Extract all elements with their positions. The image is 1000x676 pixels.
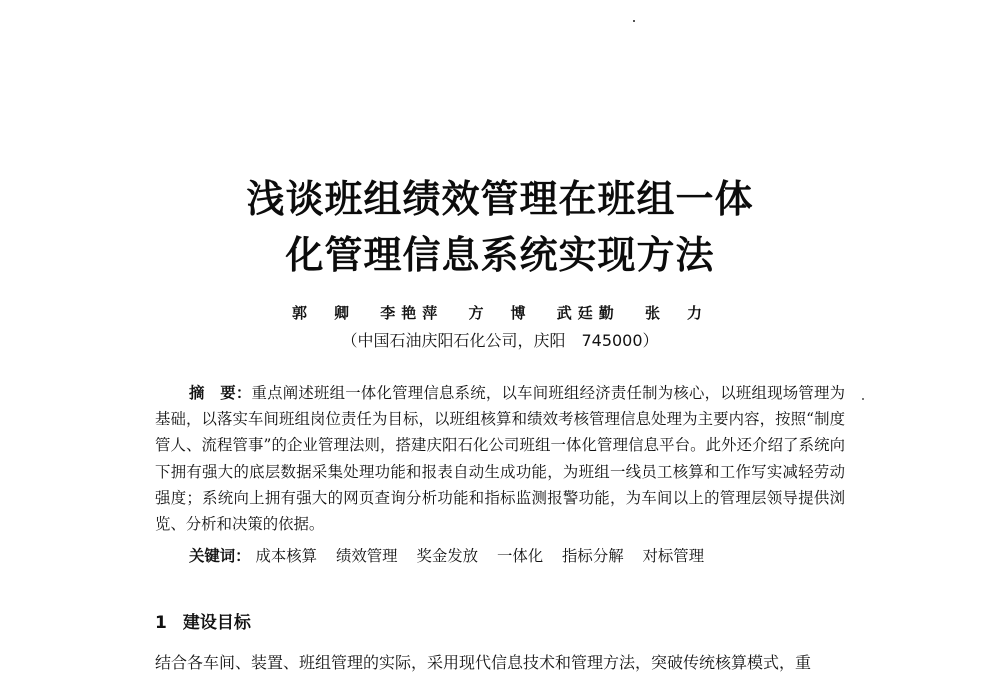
keyword: 对标管理 xyxy=(642,547,705,565)
author-name: 李艳萍 xyxy=(380,304,444,322)
keyword: 奖金发放 xyxy=(416,547,479,565)
abstract xyxy=(155,380,845,537)
abstract-text: 重点阐述班组一体化管理信息系统，以车间班组经济责任制为核心，以班组现场管理为基础，以落实车间班组岗位责任为目标，以班组核算和绩效考核管理信息处理为主要内容，按照“制度管人、流程管事”的企业管理法则，搭建庆阳石化公司班组一体化管理信息平台。此外还介绍了系统向下拥有强大的底层数据采集处理功能和报表自动生成功能，为班组一线员工核算和工作写实减轻劳动强度；系统向上拥有强大的网页查询分析功能和指标监测报警功能，为车间以上的管理层领导提供浏览、分析和决策的依据。 xyxy=(155,384,845,534)
affiliation: （中国石油庆阳石化公司，庆阳 745000） xyxy=(341,331,659,350)
author-name: 武廷勤 xyxy=(556,304,620,322)
body-text-partial: 结合各车间、装置、班组管理的实际，采用现代信息技术和管理方法，突破传统核算模式，重 xyxy=(155,653,812,672)
scan-speck xyxy=(633,20,635,22)
author-name: 张 力 xyxy=(644,304,708,322)
author-name: 方 博 xyxy=(468,304,532,322)
keyword: 成本核算 xyxy=(255,547,318,565)
keyword: 绩效管理 xyxy=(335,547,398,565)
section-title: 建设目标 xyxy=(182,613,251,633)
section-number: 1 xyxy=(155,613,167,633)
paper-title-line-2: 化管理信息系统实现方法 xyxy=(285,233,715,277)
author-list xyxy=(0,302,1000,323)
author-name: 郭 卿 xyxy=(291,304,355,322)
keyword: 指标分解 xyxy=(562,547,624,565)
section-heading xyxy=(155,608,251,633)
keyword: 一体化 xyxy=(496,547,544,565)
keywords-label: 关键词： xyxy=(189,547,251,565)
abstract-label: 摘 要： xyxy=(189,384,252,402)
keywords xyxy=(189,544,718,566)
paper-title-line-1: 浅谈班组绩效管理在班组一体 xyxy=(246,177,754,221)
scan-speck xyxy=(862,398,864,400)
